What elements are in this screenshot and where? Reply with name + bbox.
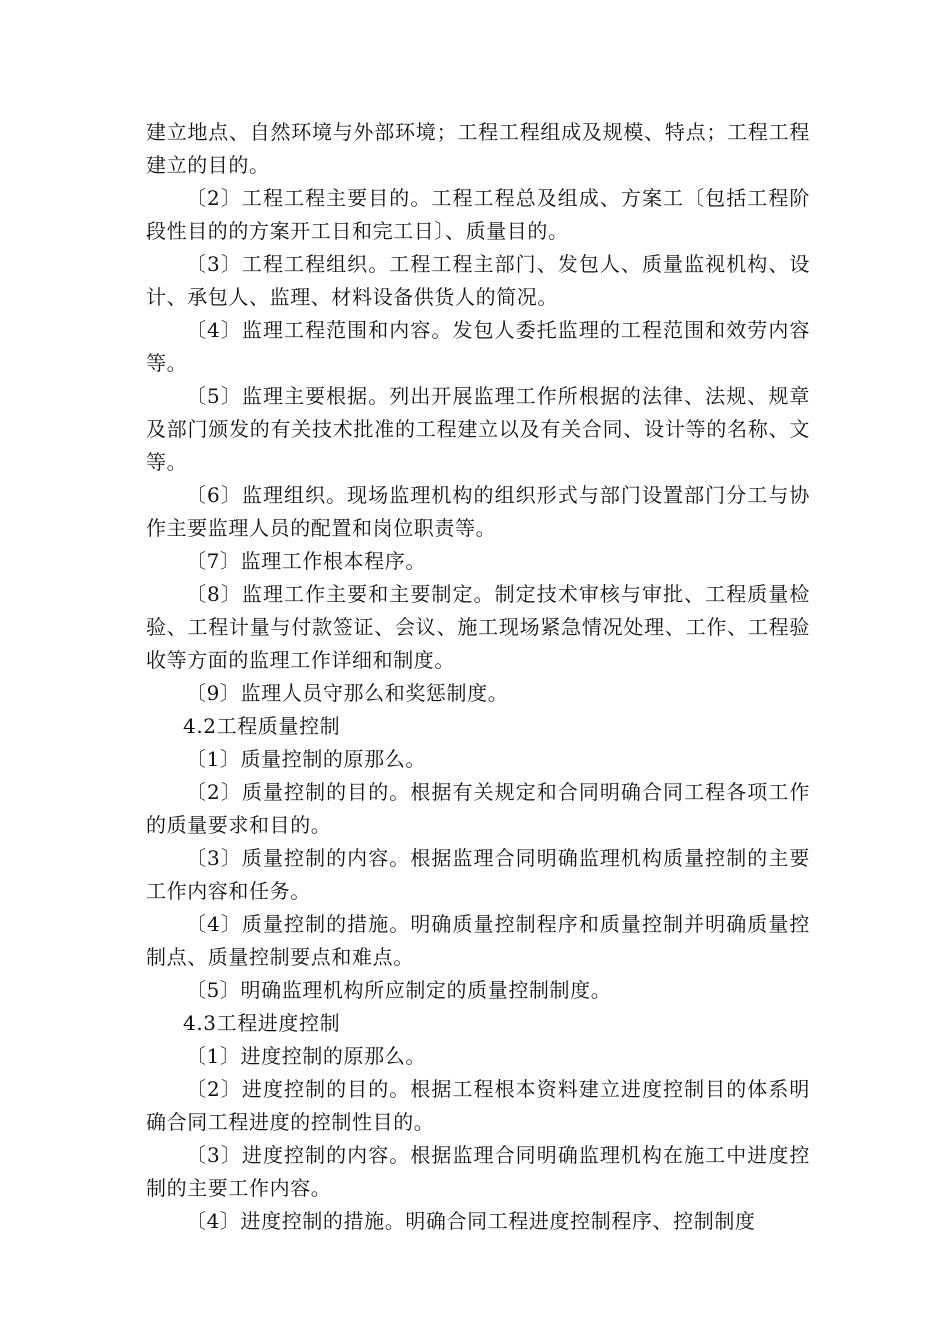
section-heading-progress-control: 4.3工程进度控制 — [183, 1011, 341, 1035]
paragraph-item-6: 〔6〕监理组织。现场监理机构的组织形式与部门设置部门分工与协作主要监理人员的配置和岗位职责等。 — [146, 483, 810, 540]
paragraph-progress-1: 〔1〕进度控制的原那么。 — [186, 1044, 426, 1068]
paragraph-quality-5: 〔5〕明确监理机构所应制定的质量控制制度。 — [186, 978, 612, 1002]
paragraph-item-4: 〔4〕监理工程范围和内容。发包人委托监理的工程范围和效劳内容等。 — [146, 318, 810, 375]
paragraph-quality-2: 〔2〕质量控制的目的。根据有关规定和合同明确合同工程各项工作的质量要求和目的。 — [146, 780, 810, 837]
document-body — [146, 116, 810, 1238]
paragraph-item-5: 〔5〕监理主要根据。列出开展监理工作所根据的法律、法规、规章及部门颁发的有关技术批准的工程建立以及有关合同、设计等的名称、文等。 — [146, 384, 810, 474]
paragraph-progress-2: 〔2〕进度控制的目的。根据工程根本资料建立进度控制目的体系明确合同工程进度的控制性目的。 — [146, 1077, 810, 1134]
paragraph-progress-3: 〔3〕进度控制的内容。根据监理合同明确监理机构在施工中进度控制的主要工作内容。 — [146, 1143, 810, 1200]
paragraph-quality-1: 〔1〕质量控制的原那么。 — [186, 747, 426, 771]
paragraph-item-3: 〔3〕工程工程组织。工程工程主部门、发包人、质量监视机构、设计、承包人、监理、材料设备供货人的简况。 — [146, 252, 810, 309]
paragraph-quality-4: 〔4〕质量控制的措施。明确质量控制程序和质量控制并明确质量控制点、质量控制要点和难点。 — [146, 912, 810, 969]
paragraph-continuation: 建立地点、自然环境与外部环境；工程工程组成及规模、特点；工程工程建立的目的。 — [146, 120, 810, 177]
paragraph-item-8: 〔8〕监理工作主要和主要制定。制定技术审核与审批、工程质量检验、工程计量与付款签证、会议、施工现场紧急情况处理、工作、工程验收等方面的监理工作详细和制度。 — [146, 582, 810, 672]
paragraph-quality-3: 〔3〕质量控制的内容。根据监理合同明确监理机构质量控制的主要工作内容和任务。 — [146, 846, 810, 903]
paragraph-item-2: 〔2〕工程工程主要目的。工程工程总及组成、方案工〔包括工程阶段性目的的方案开工日和完工日〕、质量目的。 — [146, 186, 810, 243]
paragraph-item-9: 〔9〕监理人员守那么和奖惩制度。 — [186, 681, 509, 705]
paragraph-item-7: 〔7〕监理工作根本程序。 — [186, 549, 426, 573]
section-heading-quality-control: 4.2工程质量控制 — [183, 714, 341, 738]
paragraph-progress-4: 〔4〕进度控制的措施。明确合同工程进度控制程序、控制制度 — [186, 1209, 756, 1233]
